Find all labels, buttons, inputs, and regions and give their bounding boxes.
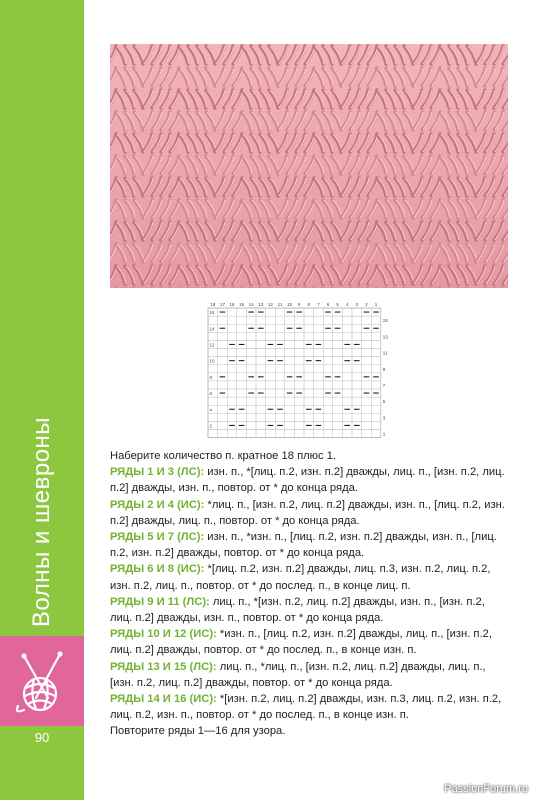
chart-row-number: 2 — [209, 423, 213, 429]
row-instruction — [110, 529, 505, 561]
section-title: Волны и шевроны — [28, 416, 55, 628]
instructions-intro: Наберите количество п. кратное 18 плюс 1. — [110, 450, 337, 462]
chart-column-number: 18 — [210, 302, 216, 307]
row-text: *изн. п., [лиц. п.2, изн. п.2] дважды, лиц. п., [изн. п.2, лиц. п.2] дважды, повтор. от * до послед. п., в конце изн. п. — [110, 628, 492, 657]
stitch-chart-grid — [200, 300, 392, 442]
row-instruction — [110, 659, 505, 691]
chart-row-number: 13 — [382, 334, 388, 340]
row-label: РЯДЫ 14 И 16 (ИС): — [110, 693, 217, 706]
chart-column-number: 3 — [355, 302, 359, 307]
row-label: РЯДЫ 1 И 3 (ЛС): — [110, 466, 205, 479]
chart-column-number: 7 — [317, 302, 320, 307]
stitch-chart — [200, 300, 392, 442]
chart-column-number: 11 — [277, 302, 283, 307]
chart-row-number: 6 — [209, 391, 213, 397]
chart-column-number: 5 — [336, 302, 339, 307]
chart-row-number: 1 — [382, 431, 386, 437]
row-text: лиц. п., *лиц. п., [изн. п.2, лиц. п.2] дважды, лиц. п., [изн. п.2, лиц. п.2] дважды, повтор. от * до конца ряда. — [110, 660, 486, 689]
chart-column-number: 14 — [248, 302, 254, 307]
instructions — [110, 448, 505, 740]
chart-column-number: 12 — [267, 302, 273, 307]
chart-row-number: 12 — [209, 342, 215, 348]
row-label: РЯДЫ 2 И 4 (ИС): — [110, 498, 205, 511]
chart-column-number: 15 — [239, 302, 245, 307]
sidebar-pink-band — [0, 636, 84, 726]
sidebar-bottom-band — [0, 750, 84, 800]
row-text: изн. п., *изн. п., [лиц. п.2, изн. п.2] дважды, изн. п., [лиц. п.2, изн. п.2] дважды, повтор. от * до конца ряда. — [110, 531, 497, 560]
chart-row-number: 11 — [382, 350, 388, 356]
row-text: лиц. п., *[изн. п.2, лиц. п.2] дважды, изн. п., [изн. п.2, лиц. п.2] дважды, изн. п., повтор. от * до конца ряда. — [110, 595, 485, 625]
page-number: 90 — [0, 726, 84, 750]
row-label: РЯДЫ 6 И 8 (ИС): — [110, 563, 205, 576]
row-text: *[лиц. п.2, изн. п.2] дважды, лиц. п.3, изн. п.2, лиц. п.2, изн. п.2, лиц. п., повтор. от * до послед. п., в конце лиц. п. — [110, 563, 491, 592]
row-label: РЯДЫ 13 И 15 (ЛС): — [110, 660, 217, 673]
section-title-wrap — [0, 0, 84, 636]
row-label: РЯДЫ 5 И 7 (ЛС): — [110, 531, 205, 544]
chart-row-number: 15 — [382, 318, 388, 324]
sidebar — [0, 0, 84, 800]
chart-column-number: 8 — [307, 302, 311, 307]
watermark: PassionForum.ru — [444, 783, 528, 795]
row-text: изн. п., *[лиц. п.2, изн. п.2] дважды, лиц. п., [изн. п.2, лиц. п.2] дважды, изн. п., повтор. от * до конца ряда. — [110, 466, 505, 495]
chart-column-number: 13 — [258, 302, 264, 307]
chart-column-number: 2 — [365, 302, 368, 307]
chart-row-number: 14 — [209, 326, 215, 332]
chart-column-number: 9 — [297, 302, 301, 307]
instructions-outro: Повторите ряды 1—16 для узора. — [110, 725, 286, 738]
chart-column-number: 6 — [326, 302, 330, 307]
chart-row-number: 7 — [382, 383, 386, 388]
row-text: *[изн. п.2, лиц. п.2] дважды, изн. п.3, лиц. п.2, изн. п.2, лиц. п.2, изн. п., повтор. от * до послед. п., в конце изн. п. — [110, 693, 502, 722]
chart-row-number: 10 — [209, 358, 215, 364]
chart-column-number: 4 — [345, 302, 349, 307]
row-label: РЯДЫ 10 И 12 (ИС): — [110, 628, 217, 641]
row-text: *лиц. п., [изн. п.2, лиц. п.2] дважды, изн. п., [лиц. п.2, изн. п.2] дважды, лиц. п., повтор. от * до конца ряда. — [110, 498, 505, 527]
chart-row-number: 8 — [209, 374, 213, 380]
row-instruction — [110, 464, 505, 496]
row-instruction — [110, 497, 505, 529]
row-label: РЯДЫ 9 И 11 (ЛС): — [110, 595, 210, 608]
chart-column-number: 10 — [287, 302, 293, 307]
chart-row-number: 9 — [382, 366, 386, 372]
row-instruction — [110, 594, 505, 626]
chart-row-number: 5 — [382, 399, 386, 405]
yarn-ball-needles-icon — [0, 636, 84, 726]
chart-column-number: 1 — [374, 302, 378, 307]
chart-column-number: 16 — [229, 302, 235, 307]
row-instruction — [110, 626, 505, 658]
chart-row-number: 4 — [209, 407, 213, 413]
knit-swatch-photo — [110, 44, 508, 288]
row-instruction — [110, 691, 505, 723]
chart-column-number: 17 — [219, 302, 225, 307]
chart-row-number: 3 — [382, 415, 386, 421]
chart-row-number: 16 — [209, 310, 215, 316]
row-instruction — [110, 561, 505, 593]
